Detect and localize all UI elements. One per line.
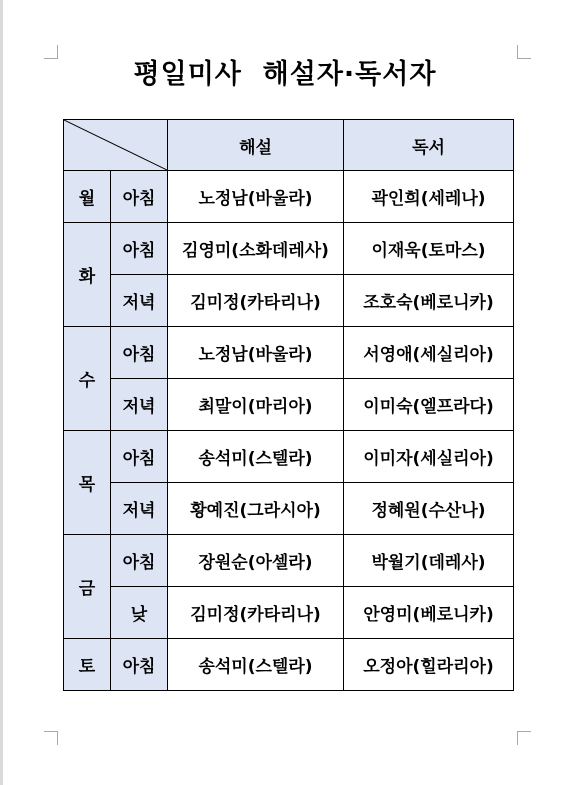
diagonal-line — [64, 120, 167, 170]
reader-cell: 곽인희(세레나) — [344, 171, 514, 223]
reader-cell: 이미숙(엘프라다) — [344, 379, 514, 431]
day-cell: 금 — [64, 535, 111, 639]
header-commentator: 해설 — [168, 120, 344, 171]
commentator-cell: 김영미(소화데레사) — [168, 223, 344, 275]
reader-cell: 서영애(세실리아) — [344, 327, 514, 379]
day-cell: 수 — [64, 327, 111, 431]
time-cell: 아침 — [111, 223, 168, 275]
table-row — [64, 587, 514, 639]
day-cell: 토 — [64, 639, 111, 691]
commentator-cell: 노정남(바울라) — [168, 171, 344, 223]
table-row — [64, 639, 514, 691]
table-row — [64, 483, 514, 535]
time-cell: 아침 — [111, 327, 168, 379]
document-title: 평일미사 해설자·독서자 — [133, 59, 437, 90]
crop-mark-bottom-left — [44, 731, 58, 745]
corner-diagonal-cell — [64, 120, 168, 171]
table-row — [64, 379, 514, 431]
commentator-cell: 송석미(스텔라) — [168, 639, 344, 691]
reader-cell: 안영미(베로니카) — [344, 587, 514, 639]
commentator-cell: 김미정(카타리나) — [168, 275, 344, 327]
header-reader: 독서 — [344, 120, 514, 171]
table-row — [64, 431, 514, 483]
reader-cell: 이재욱(토마스) — [344, 223, 514, 275]
page-left-edge — [0, 0, 3, 785]
day-cell: 목 — [64, 431, 111, 535]
day-cell: 월 — [64, 171, 111, 223]
commentator-cell: 최말이(마리아) — [168, 379, 344, 431]
commentator-cell: 장원순(아셀라) — [168, 535, 344, 587]
table-row — [64, 223, 514, 275]
commentator-cell: 노정남(바울라) — [168, 327, 344, 379]
schedule-table — [63, 119, 514, 691]
commentator-cell: 황예진(그라시아) — [168, 483, 344, 535]
time-cell: 저녁 — [111, 379, 168, 431]
time-cell: 저녁 — [111, 483, 168, 535]
crop-mark-bottom-right — [517, 731, 531, 745]
table-row — [64, 327, 514, 379]
reader-cell: 오정아(힐라리아) — [344, 639, 514, 691]
reader-cell: 이미자(세실리아) — [344, 431, 514, 483]
table-row — [64, 275, 514, 327]
table-row — [64, 171, 514, 223]
time-cell: 아침 — [111, 431, 168, 483]
day-cell: 화 — [64, 223, 111, 327]
time-cell: 아침 — [111, 535, 168, 587]
commentator-cell: 김미정(카타리나) — [168, 587, 344, 639]
header-row — [64, 120, 514, 171]
commentator-cell: 송석미(스텔라) — [168, 431, 344, 483]
time-cell: 낮 — [111, 587, 168, 639]
reader-cell: 조호숙(베로니카) — [344, 275, 514, 327]
reader-cell: 정혜원(수산나) — [344, 483, 514, 535]
table-row — [64, 535, 514, 587]
time-cell: 아침 — [111, 639, 168, 691]
time-cell: 저녁 — [111, 275, 168, 327]
time-cell: 아침 — [111, 171, 168, 223]
reader-cell: 박월기(데레사) — [344, 535, 514, 587]
